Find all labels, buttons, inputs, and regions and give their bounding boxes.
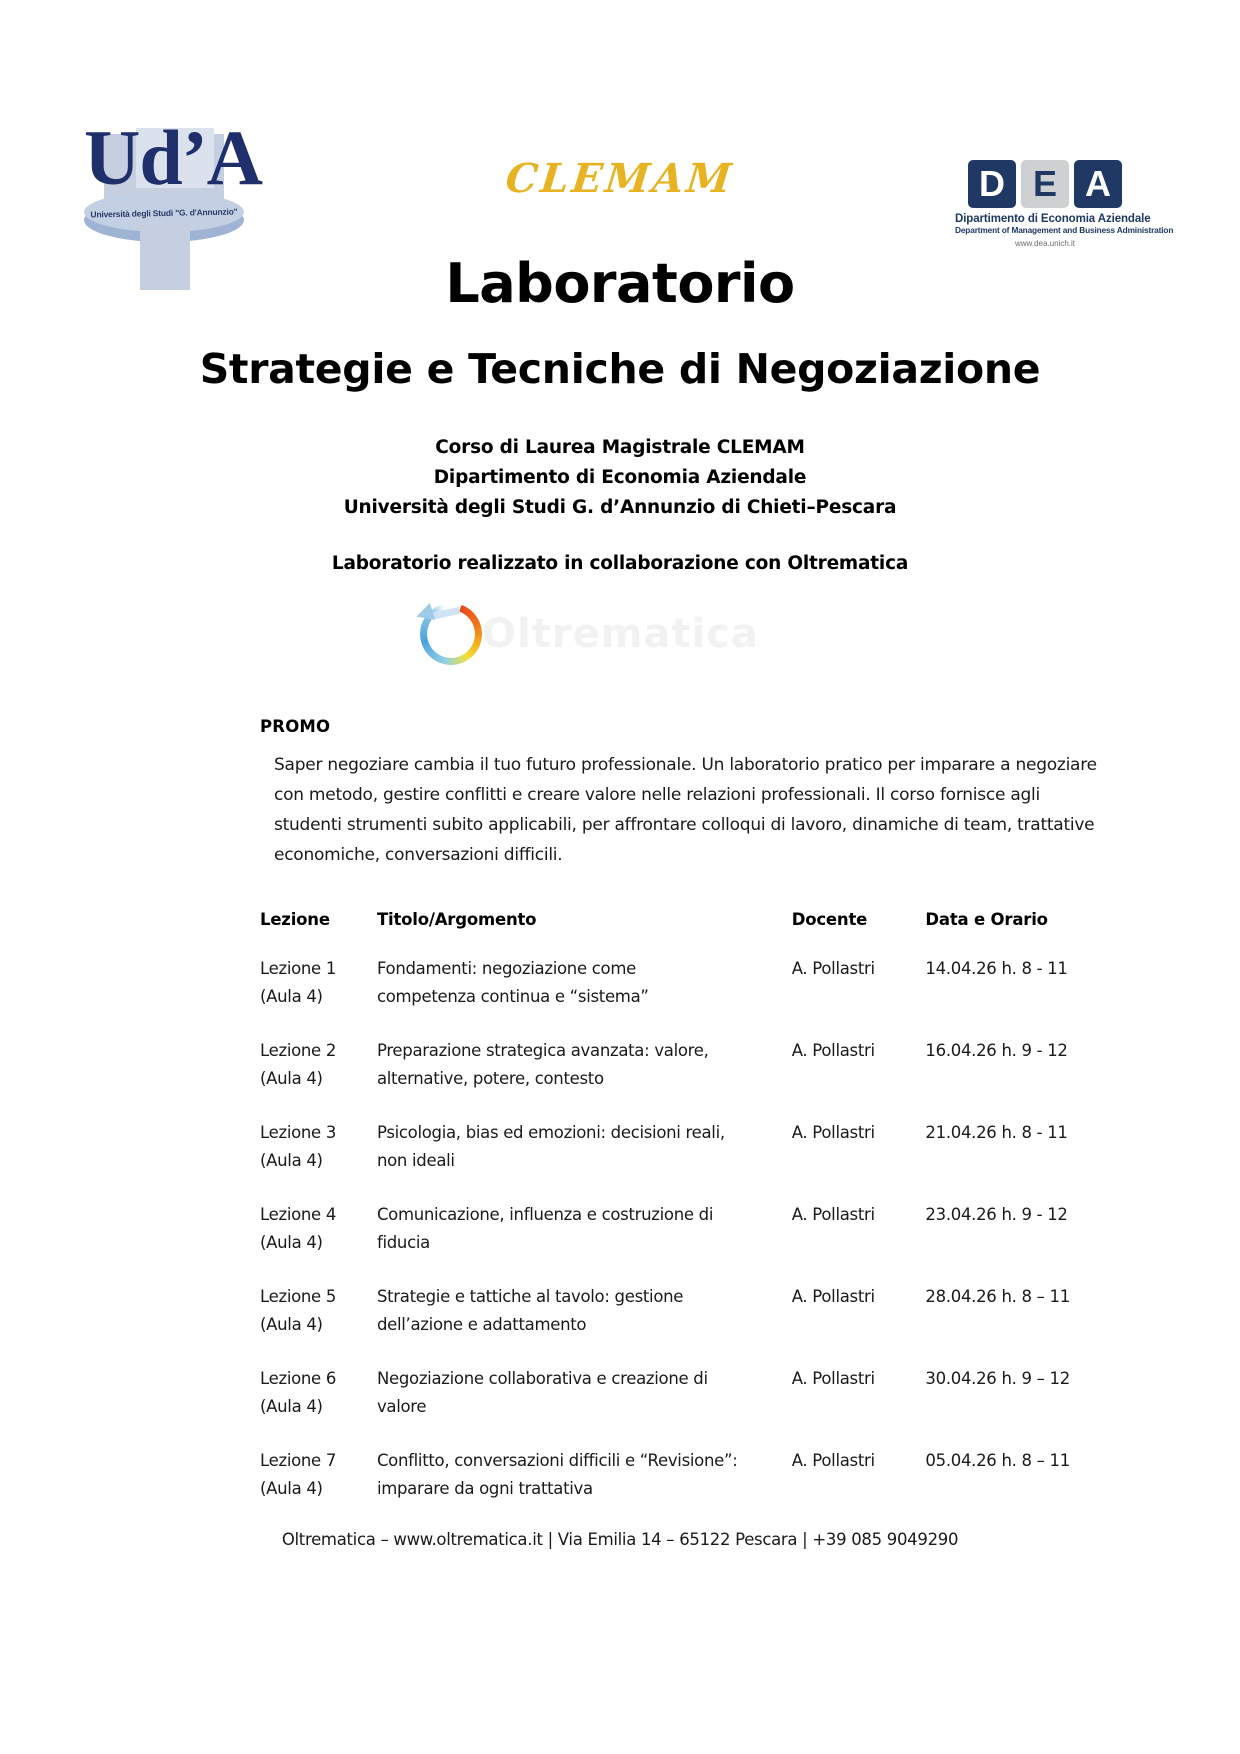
column-header-titolo: Titolo/Argomento — [376, 910, 537, 929]
cell-lezione — [260, 1201, 377, 1283]
cell-data: 05.04.26 h. 8 – 11 — [925, 1451, 1070, 1470]
column-header-docente: Docente — [791, 910, 868, 929]
lesson-number: Lezione 5 — [260, 1287, 337, 1306]
lesson-number: Lezione 3 — [260, 1123, 337, 1142]
cell-docente: A. Pollastri — [791, 1451, 875, 1470]
affiliation-line-department: Dipartimento di Economia Aziendale — [433, 467, 807, 488]
lesson-room: (Aula 4) — [260, 1397, 323, 1416]
lesson-title-line2: imparare da ogni trattativa — [376, 1479, 593, 1498]
cell-lezione — [260, 1037, 377, 1119]
table-row — [260, 955, 1090, 1037]
cell-data: 23.04.26 h. 9 - 12 — [925, 1205, 1068, 1224]
lesson-title-line1: Negoziazione collaborativa e creazione di — [376, 1369, 708, 1388]
page-footer: Oltrematica – www.oltrematica.it | Via Emilia 14 – 65122 Pescara | +39 085 9049290 — [281, 1530, 959, 1549]
uda-column-shape — [140, 224, 190, 290]
cell-lezione — [260, 1447, 377, 1529]
affiliation-line-course: Corso di Laurea Magistrale CLEMAM — [435, 437, 805, 458]
lesson-title-line1: Preparazione strategica avanzata: valore, — [376, 1041, 709, 1060]
lesson-room: (Aula 4) — [260, 1315, 323, 1334]
uda-logo-arc-text: Università degli Studi "G. d'Annunzio" — [90, 206, 238, 220]
dea-department-logo — [955, 160, 1174, 248]
lesson-title-line1: Psicologia, bias ed emozioni: decisioni reali, — [376, 1123, 725, 1142]
cell-titolo — [377, 1119, 792, 1201]
cell-lezione — [260, 955, 377, 1037]
affiliation-line-university: Università degli Studi G. d’Annunzio di Chieti–Pescara — [343, 497, 897, 518]
cell-titolo — [377, 1365, 792, 1447]
dea-square-a: A — [1074, 160, 1122, 208]
schedule-table-body — [260, 955, 1090, 1529]
lesson-title-line2: valore — [376, 1397, 427, 1416]
dea-name-english: Department of Management and Business Administration — [955, 225, 1174, 235]
lesson-room: (Aula 4) — [260, 1151, 323, 1170]
table-row — [260, 1283, 1090, 1365]
cell-titolo — [377, 955, 792, 1037]
lesson-room: (Aula 4) — [260, 1069, 323, 1088]
lesson-number: Lezione 6 — [260, 1369, 337, 1388]
cell-data: 16.04.26 h. 9 - 12 — [925, 1041, 1068, 1060]
clemam-wordmark: CLEMAM — [503, 155, 737, 202]
promo-paragraph: Saper negoziare cambia il tuo futuro professionale. Un laboratorio pratico per imparare a negoziare con metodo, gestire conflitti e creare valore nelle relazioni professionali. Il corso fornisce agli studenti strumenti subito applicabili, per affrontare colloqui di lavoro, dinamiche di team, trattative economiche, conversazioni difficili. — [274, 755, 1097, 865]
schedule-table — [260, 910, 1090, 1529]
lesson-title-line2: competenza continua e “sistema” — [376, 987, 649, 1006]
lesson-title-line2: fiducia — [376, 1233, 430, 1252]
cell-docente: A. Pollastri — [791, 1205, 875, 1224]
cell-data: 21.04.26 h. 8 - 11 — [925, 1123, 1068, 1142]
promo-heading: PROMO — [260, 717, 331, 736]
cell-docente: A. Pollastri — [791, 1041, 875, 1060]
table-row — [260, 1447, 1090, 1529]
table-row — [260, 1201, 1090, 1283]
affiliation-block — [0, 433, 1240, 523]
column-header-lezione: Lezione — [260, 910, 330, 929]
lesson-title-line1: Strategie e tattiche al tavolo: gestione — [376, 1287, 684, 1306]
table-row — [260, 1119, 1090, 1201]
cell-titolo — [377, 1447, 792, 1529]
cell-data: 14.04.26 h. 8 - 11 — [925, 959, 1068, 978]
header-logo-band — [0, 0, 1240, 300]
lesson-title-line1: Comunicazione, influenza e costruzione di — [376, 1205, 714, 1224]
uda-logo-letters: Ud’A — [84, 114, 263, 201]
lesson-room: (Aula 4) — [260, 1233, 323, 1252]
lesson-number: Lezione 2 — [260, 1041, 337, 1060]
dea-square-e: E — [1021, 160, 1069, 208]
document-content — [120, 717, 1120, 1529]
dea-letter-squares — [955, 160, 1135, 208]
lesson-title-line2: non ideali — [376, 1151, 455, 1170]
dea-name-italian: Dipartimento di Economia Aziendale — [955, 213, 1151, 225]
lesson-room: (Aula 4) — [260, 987, 323, 1006]
lesson-title-line2: alternative, potere, contesto — [376, 1069, 604, 1088]
column-header-data: Data e Orario — [925, 910, 1048, 929]
cell-titolo — [377, 1201, 792, 1283]
cell-data: 30.04.26 h. 9 – 12 — [925, 1369, 1070, 1388]
lesson-room: (Aula 4) — [260, 1479, 323, 1498]
schedule-table-head — [260, 910, 1090, 955]
lesson-title-line1: Fondamenti: negoziazione come — [376, 959, 636, 978]
page-title: Laboratorio — [445, 252, 795, 315]
dea-square-d: D — [968, 160, 1016, 208]
dea-website: www.dea.unich.it — [1014, 239, 1076, 248]
cell-titolo — [377, 1037, 792, 1119]
cell-docente: A. Pollastri — [791, 1123, 875, 1142]
cell-lezione — [260, 1365, 377, 1447]
lesson-number: Lezione 7 — [260, 1451, 337, 1470]
cell-docente: A. Pollastri — [791, 959, 875, 978]
oltrematica-logo — [420, 599, 820, 669]
cell-titolo — [377, 1283, 792, 1365]
cell-docente: A. Pollastri — [791, 1287, 875, 1306]
lesson-number: Lezione 1 — [260, 959, 337, 978]
lesson-number: Lezione 4 — [260, 1205, 337, 1224]
cell-docente: A. Pollastri — [791, 1369, 875, 1388]
table-row — [260, 1037, 1090, 1119]
cell-data: 28.04.26 h. 8 – 11 — [925, 1287, 1070, 1306]
lesson-title-line1: Conflitto, conversazioni difficili e “Revisione”: — [376, 1451, 738, 1470]
uda-university-logo — [78, 112, 263, 292]
oltrematica-ring-icon — [420, 603, 482, 665]
table-header-row — [260, 910, 1090, 955]
collaboration-line: Laboratorio realizzato in collaborazione con Oltrematica — [331, 553, 909, 574]
table-row — [260, 1365, 1090, 1447]
page-subtitle: Strategie e Tecniche di Negoziazione — [199, 345, 1041, 393]
cell-lezione — [260, 1283, 377, 1365]
cell-lezione — [260, 1119, 377, 1201]
oltrematica-wordmark: Oltrematica — [482, 611, 759, 657]
lesson-title-line2: dell’azione e adattamento — [376, 1315, 587, 1334]
